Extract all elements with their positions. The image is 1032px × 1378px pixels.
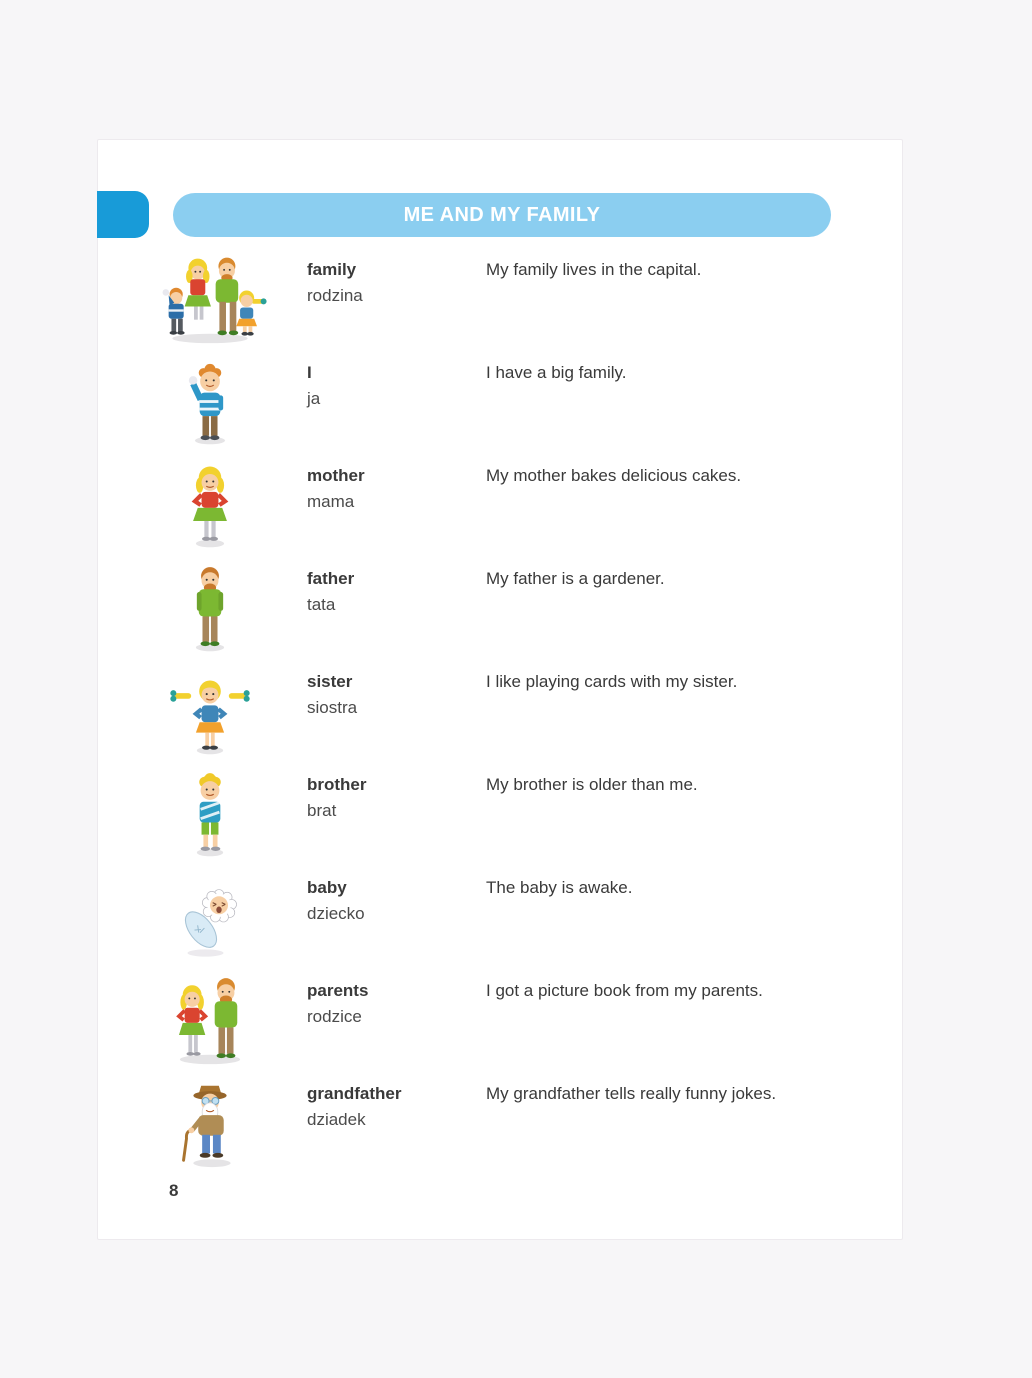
- vocab-word: brother: [307, 775, 367, 794]
- vocab-word: baby: [307, 878, 347, 897]
- vocab-row: [98, 248, 902, 351]
- vocab-translation: dziecko: [307, 904, 365, 924]
- father-icon: [150, 559, 270, 657]
- vocab-translation: brat: [307, 801, 337, 821]
- section-title: ME AND MY FAMILY: [403, 203, 601, 226]
- vocab-row: [98, 660, 902, 763]
- brother-icon: [150, 765, 270, 863]
- vocab-word: sister: [307, 672, 353, 691]
- vocab-sentence: My grandfather tells really funny jokes.: [486, 1084, 777, 1103]
- vocab-translation: rodzice: [307, 1007, 362, 1027]
- parents-couple-icon: [150, 971, 270, 1069]
- section-header-banner: [173, 193, 831, 237]
- sister-pigtails-icon: [150, 662, 270, 760]
- vocab-translation: ja: [307, 389, 321, 409]
- vocab-sentence: My brother is older than me.: [486, 775, 698, 794]
- vocab-list: [98, 248, 902, 1175]
- vocab-row: [98, 969, 902, 1072]
- family-group-icon: [150, 250, 270, 348]
- vocab-row: [98, 454, 902, 557]
- vocab-word: mother: [307, 466, 365, 485]
- vocab-translation: tata: [307, 595, 336, 615]
- vocab-word: family: [307, 260, 357, 279]
- vocab-translation: dziadek: [307, 1110, 366, 1130]
- vocab-sentence: I like playing cards with my sister.: [486, 672, 738, 691]
- vocab-sentence: I got a picture book from my parents.: [486, 981, 763, 1000]
- vocab-sentence: My mother bakes delicious cakes.: [486, 466, 742, 485]
- vocab-row: [98, 1072, 902, 1175]
- vocab-translation: mama: [307, 492, 355, 512]
- boy-waving-icon: [150, 353, 270, 451]
- vocab-row: [98, 351, 902, 454]
- page-number: 8: [169, 1181, 179, 1200]
- vocab-word: I: [307, 363, 312, 382]
- vocab-row: [98, 763, 902, 866]
- book-page: [97, 139, 903, 1240]
- vocab-translation: rodzina: [307, 286, 363, 306]
- vocab-word: father: [307, 569, 355, 588]
- vocab-word: grandfather: [307, 1084, 402, 1103]
- vocab-word: parents: [307, 981, 369, 1000]
- baby-swaddled-icon: [150, 868, 270, 966]
- vocab-sentence: My family lives in the capital.: [486, 260, 702, 279]
- vocab-translation: siostra: [307, 698, 358, 718]
- chapter-tab: [97, 191, 149, 238]
- vocab-row: [98, 557, 902, 660]
- mother-icon: [150, 456, 270, 554]
- vocab-sentence: The baby is awake.: [486, 878, 633, 897]
- vocab-sentence: I have a big family.: [486, 363, 627, 382]
- grandfather-cane-icon: [150, 1074, 270, 1172]
- vocab-row: [98, 866, 902, 969]
- vocab-sentence: My father is a gardener.: [486, 569, 665, 588]
